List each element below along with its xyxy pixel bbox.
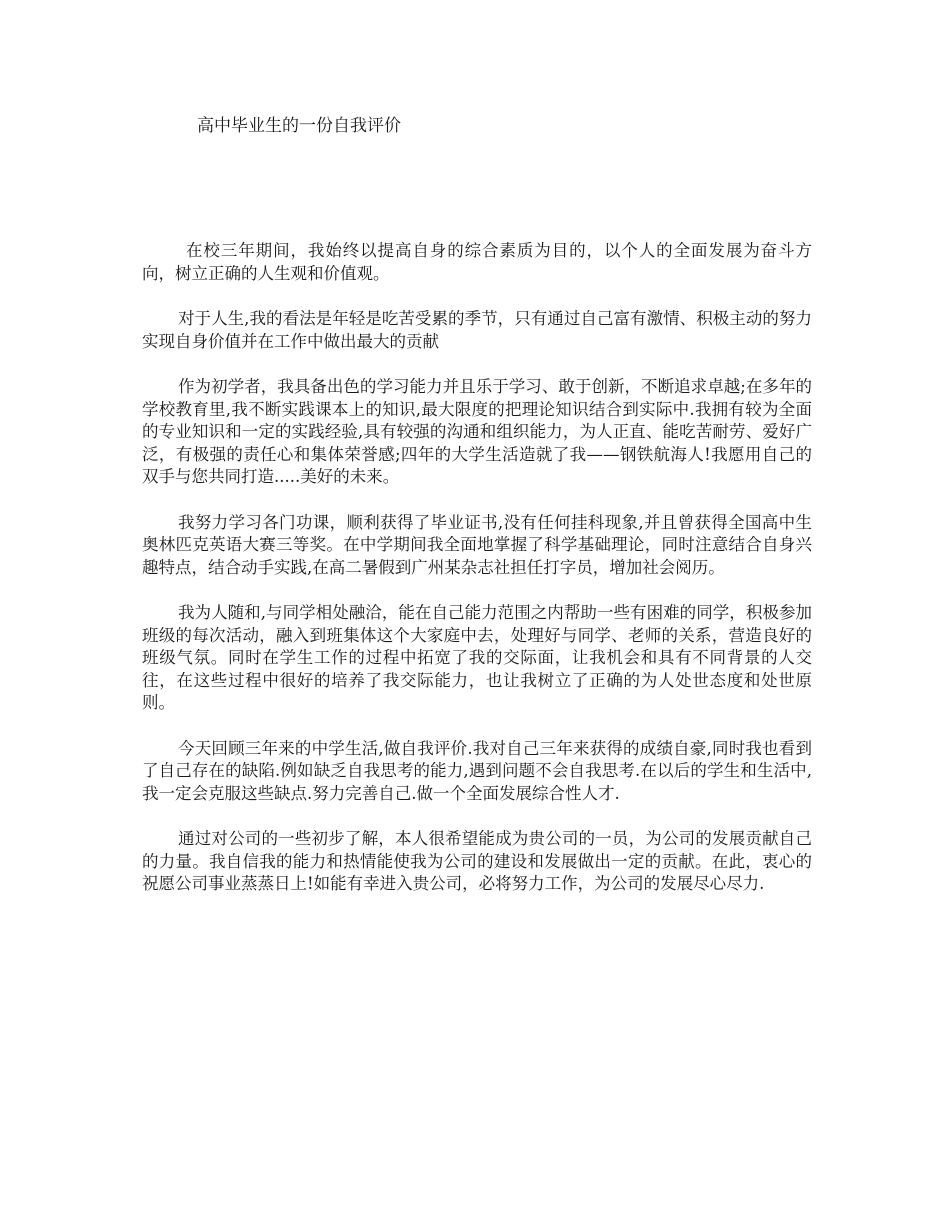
document-title: 高中毕业生的一份自我评价 xyxy=(197,116,401,136)
document-body xyxy=(142,240,812,919)
paragraph-relationships: 我为人随和,与同学相处融洽，能在自己能力范围之内帮助一些有困难的同学，积极参加班级的每次活动，融入到班集体这个大家庭中去，处理好与同学、老师的关系，营造良好的班级气氛。同时在学生工作的过程中拓宽了我的交际面，让我机会和具有不同背景的人交往，在这些过程中很好的培养了我交际能力，也让我树立了正确的为人处世态度和处世原则。 xyxy=(142,603,812,712)
paragraph-life-view: 对于人生,我的看法是年轻是吃苦受累的季节，只有通过自己富有激情、积极主动的努力实现自身价值并在工作中做出最大的贡献 xyxy=(142,309,812,351)
paragraph-self-review: 今天回顾三年来的中学生活,做自我评价.我对自己三年来获得的成绩自豪,同时我也看到了自己存在的缺陷.例如缺乏自我思考的能力,遇到问题不会自我思考.在以后的学生和生活中,我一定会克服这些缺点.努力完善自己.做一个全面发展综合性人才. xyxy=(142,738,812,803)
paragraph-studies: 我努力学习各门功课，顺利获得了毕业证书,没有任何挂科现象,并且曾获得全国高中生奥林匹克英语大赛三等奖。在中学期间我全面地掌握了科学基础理论，同时注意结合自身兴趣特点，结合动手实践,在高二暑假到广州某杂志社担任打字员，增加社会阅历。 xyxy=(142,512,812,577)
paragraph-intro: 在校三年期间，我始终以提高自身的综合素质为目的，以个人的全面发展为奋斗方向，树立正确的人生观和价值观。 xyxy=(142,241,812,283)
paragraph-company-wish: 通过对公司的一些初步了解，本人很希望能成为贵公司的一员，为公司的发展贡献自己的力量。我自信我的能力和热情能使我为公司的建设和发展做出一定的贡献。在此，衷心的祝愿公司事业蒸蒸日上!如能有幸进入贵公司，必将努力工作，为公司的发展尽心尽力. xyxy=(142,829,812,893)
paragraph-learning-ability: 作为初学者，我具备出色的学习能力并且乐于学习、敢于创新，不断追求卓越;在多年的学校教育里,我不断实践课本上的知识,最大限度的把理论知识结合到实际中.我拥有较为全面的专业知识和一定的实践经验,具有较强的沟通和组织能力，为人正直、能吃苦耐劳、爱好广泛，有极强的责任心和集体荣誉感;四年的大学生活造就了我——钢铁航海人!我愿用自己的双手与您共同打造.....美好的未来。 xyxy=(142,377,812,486)
